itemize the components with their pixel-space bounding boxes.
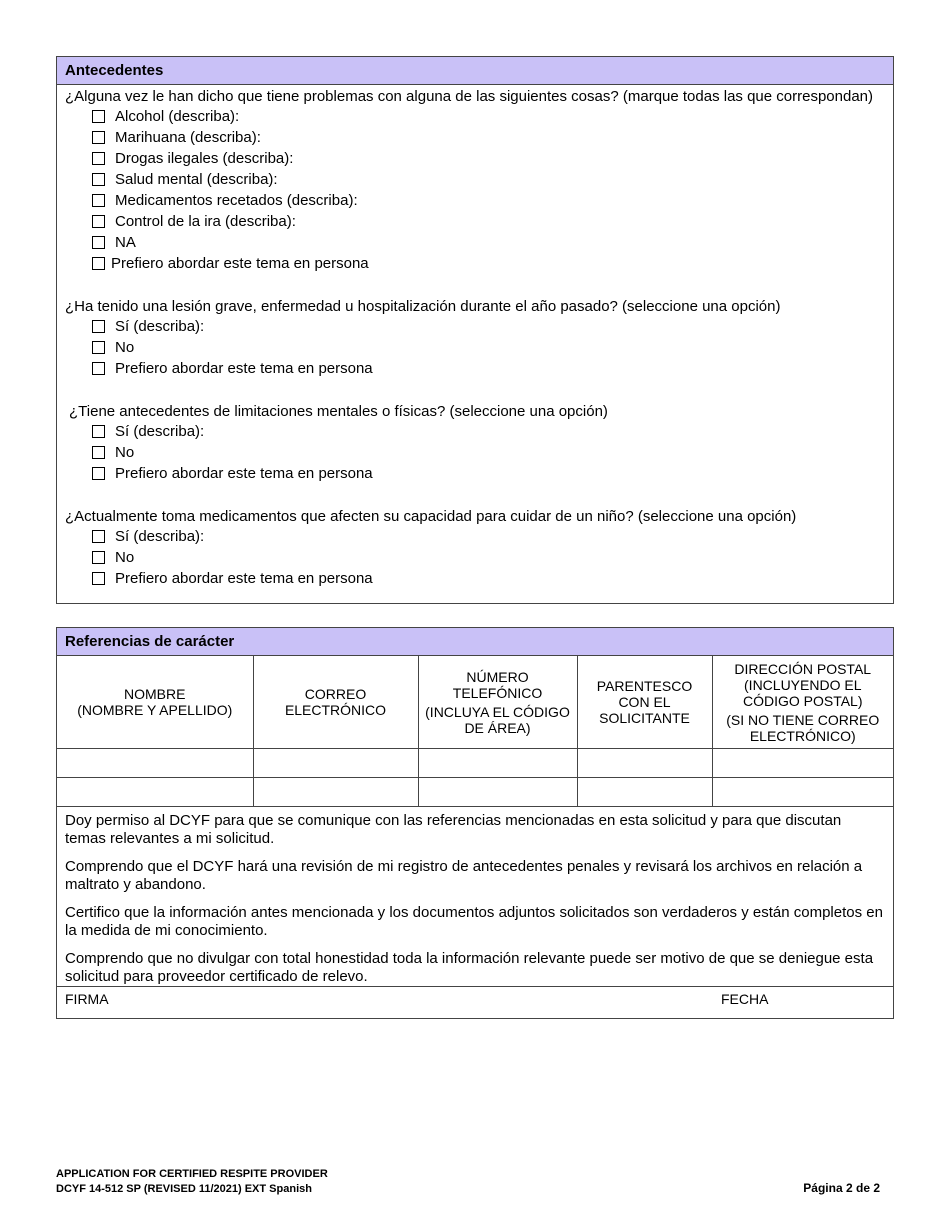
references-table — [57, 656, 893, 807]
checkbox-option[interactable]: NA — [57, 232, 893, 253]
table-row — [57, 749, 893, 778]
checkbox[interactable] — [92, 446, 105, 459]
column-header-direccion: DIRECCIÓN POSTAL (INCLUYENDO EL CÓDIGO POSTAL) (SI NO TIENE CORREO ELECTRÓNICO) — [712, 656, 893, 749]
checkbox[interactable] — [92, 425, 105, 438]
checkbox[interactable] — [92, 131, 105, 144]
checkbox-option[interactable]: No — [57, 337, 893, 358]
checkbox[interactable] — [92, 572, 105, 585]
checkbox-option[interactable]: Medicamentos recetados (describa): — [57, 190, 893, 211]
checkbox[interactable] — [92, 551, 105, 564]
checkbox-option[interactable]: Control de la ira (describa): — [57, 211, 893, 232]
checkbox[interactable] — [92, 152, 105, 165]
signature-label: FIRMA — [65, 991, 109, 1007]
checkbox-option[interactable]: Prefiero abordar este tema en persona — [57, 253, 893, 274]
column-header-correo: CORREO ELECTRÓNICO — [253, 656, 418, 749]
table-cell[interactable] — [712, 778, 893, 807]
table-cell[interactable] — [577, 749, 712, 778]
checkbox[interactable] — [92, 215, 105, 228]
checkbox-option[interactable]: No — [57, 547, 893, 568]
checkbox[interactable] — [92, 320, 105, 333]
checkbox-option[interactable]: Sí (describa): — [57, 526, 893, 547]
table-row — [57, 778, 893, 807]
checkbox[interactable] — [92, 236, 105, 249]
checkbox[interactable] — [92, 194, 105, 207]
checkbox-option[interactable]: Alcohol (describa): — [57, 106, 893, 127]
checkbox-option[interactable]: Marihuana (describa): — [57, 127, 893, 148]
table-cell[interactable] — [57, 778, 253, 807]
checkbox-option[interactable]: Drogas ilegales (describa): — [57, 148, 893, 169]
statement: Certifico que la información antes mencionada y los documentos adjuntos solicitados son verdaderos y están completos en la medida de mi conocimiento. — [65, 904, 883, 939]
statement: Comprendo que el DCYF hará una revisión de mi registro de antecedentes penales y revisará los archivos en relación a maltrato y abandono. — [65, 858, 863, 893]
statement: Doy permiso al DCYF para que se comunique con las referencias mencionadas en esta solicitud y para que discutan temas relevantes a mi solicitud. — [65, 812, 842, 847]
form-footer: APPLICATION FOR CERTIFIED RESPITE PROVIDER DCYF 14-512 SP (REVISED 11/2021) EXT Spanish — [56, 1168, 328, 1195]
section-header: Antecedentes — [57, 57, 893, 85]
statement: Comprendo que no divulgar con total honestidad toda la información relevante puede ser motivo de que se deniegue esta solicitud para proveedor certificado de relevo. — [65, 950, 874, 985]
checkbox-option[interactable]: Sí (describa): — [57, 421, 893, 442]
checkbox[interactable] — [92, 341, 105, 354]
checkbox-option[interactable]: Prefiero abordar este tema en persona — [57, 463, 893, 484]
referencias-section — [56, 627, 894, 1019]
table-cell[interactable] — [57, 749, 253, 778]
checkbox[interactable] — [92, 257, 105, 270]
checkbox[interactable] — [92, 467, 105, 480]
checkbox-option[interactable]: Prefiero abordar este tema en persona — [57, 358, 893, 379]
table-cell[interactable] — [577, 778, 712, 807]
question-4: ¿Actualmente toma medicamentos que afecten su capacidad para cuidar de un niño? (seleccione una opción) — [65, 508, 797, 525]
page-number: Página 2 de 2 — [803, 1181, 880, 1195]
checkbox[interactable] — [92, 110, 105, 123]
table-cell[interactable] — [418, 749, 577, 778]
question-2: ¿Ha tenido una lesión grave, enfermedad u hospitalización durante el año pasado? (seleccione una opción) — [65, 298, 781, 315]
checkbox-option[interactable]: Sí (describa): — [57, 316, 893, 337]
question-3: ¿Tiene antecedentes de limitaciones mentales o físicas? (seleccione una opción) — [69, 403, 608, 420]
checkbox-option[interactable]: Salud mental (describa): — [57, 169, 893, 190]
checkbox[interactable] — [92, 362, 105, 375]
column-header-telefono: NÚMERO TELEFÓNICO (INCLUYA EL CÓDIGO DE ÁREA) — [418, 656, 577, 749]
table-cell[interactable] — [253, 749, 418, 778]
column-header-parentesco: PARENTESCO CON EL SOLICITANTE — [577, 656, 712, 749]
table-cell[interactable] — [253, 778, 418, 807]
table-cell[interactable] — [418, 778, 577, 807]
checkbox-option[interactable]: Prefiero abordar este tema en persona — [57, 568, 893, 589]
checkbox-option[interactable]: No — [57, 442, 893, 463]
signature-row — [57, 986, 893, 1030]
date-label: FECHA — [721, 991, 769, 1007]
table-cell[interactable] — [712, 749, 893, 778]
column-header-nombre: NOMBRE (NOMBRE Y APELLIDO) — [57, 656, 253, 749]
section-header: Referencias de carácter — [57, 628, 893, 656]
checkbox[interactable] — [92, 530, 105, 543]
antecedentes-section — [56, 56, 894, 604]
checkbox[interactable] — [92, 173, 105, 186]
question-1: ¿Alguna vez le han dicho que tiene problemas con alguna de las siguientes cosas? (marque todas las que correspondan) — [65, 88, 874, 105]
